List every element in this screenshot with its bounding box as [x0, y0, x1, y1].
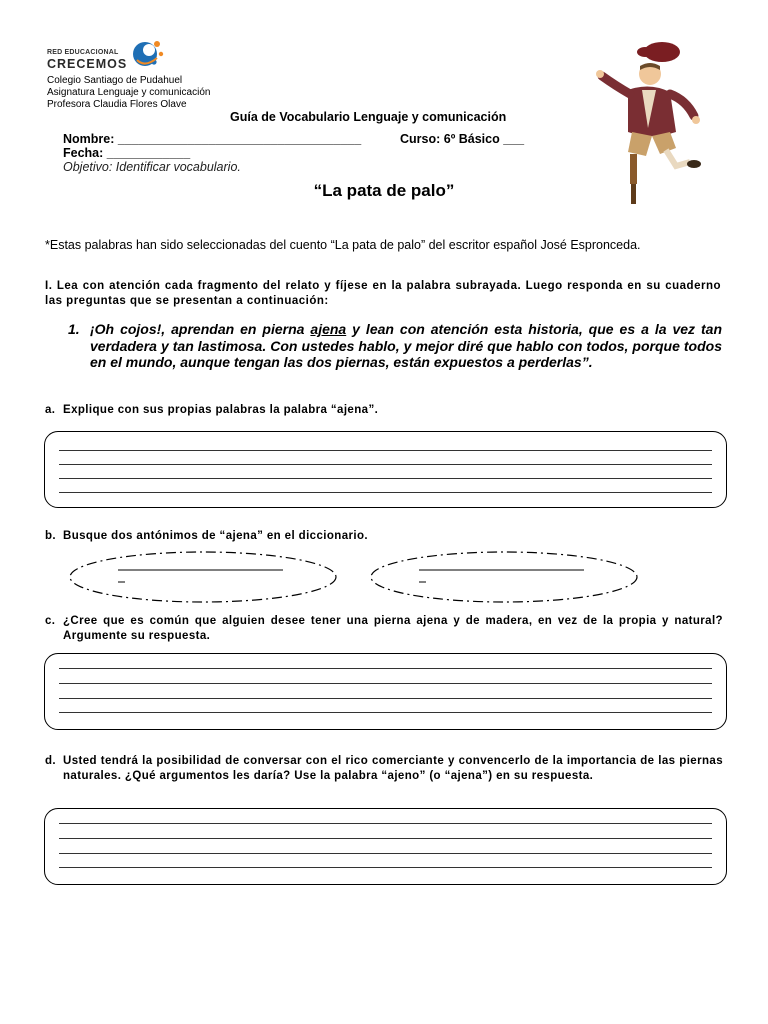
question-text: Usted tendrá la posibilidad de conversar con el rico comerciante y convencerlo de la importancia de las piernas naturales. ¿Qué argumentos les daría? Use la palabra “ajeno” (o “ajena”) en su respuesta.	[63, 755, 723, 782]
date-field: Fecha: ____________	[63, 146, 191, 160]
teacher-name: Profesora Claudia Flores Olave	[47, 99, 187, 110]
question-c	[45, 614, 723, 643]
answer-box-a[interactable]	[44, 431, 727, 508]
logo-network-text: RED EDUCACIONAL	[47, 49, 119, 56]
question-text: ¿Cree que es común que alguien desee tener una pierna ajena y de madera, en vez de la propia y natural? Argumente su respuesta.	[63, 615, 723, 642]
underlined-word: ajena	[310, 321, 347, 337]
subject-name: Asignatura Lenguaje y comunicación	[47, 87, 211, 98]
question-text: Busque dos antónimos de “ajena” en el diccionario.	[63, 530, 369, 542]
question-label: a.	[45, 404, 56, 416]
logo-mark-icon	[127, 40, 167, 74]
guide-title: Guía de Vocabulario Lenguaje y comunicación	[230, 110, 507, 124]
school-name: Colegio Santiago de Pudahuel	[47, 75, 183, 86]
logo-brand-text: CRECEMOS	[47, 57, 128, 71]
question-label: d.	[45, 755, 57, 767]
question-d	[45, 754, 723, 783]
antonym-answer-oval-2[interactable]	[369, 549, 639, 605]
question-b	[45, 529, 723, 544]
instruction: I. Lea con atención cada fragmento del relato y fíjese en la palabra subrayada. Luego responda en su cuaderno las preguntas que se presentan a continuación:	[45, 280, 721, 307]
story-fragment	[90, 321, 722, 371]
selection-note: *Estas palabras han sido seleccionadas del cuento “La pata de palo” del escritor español José Espronceda.	[45, 238, 641, 252]
course-field: Curso: 6º Básico ___	[400, 132, 525, 146]
quote-number: 1.	[68, 321, 80, 337]
story-title: “La pata de palo”	[313, 181, 455, 200]
answer-box-d[interactable]	[44, 808, 727, 885]
antonym-answer-oval-1[interactable]	[68, 549, 338, 605]
objective: Objetivo: Identificar vocabulario.	[63, 160, 241, 174]
question-a	[45, 403, 723, 418]
quote-before: ¡Oh cojos!, aprendan en pierna	[90, 321, 311, 337]
name-field: Nombre: ___________________________________	[63, 132, 362, 146]
question-text: Explique con sus propias palabras la palabra “ajena”.	[63, 404, 379, 416]
question-label: c.	[45, 615, 56, 627]
question-label: b.	[45, 530, 57, 542]
quote-after: y lean con atención esta historia, que es a la vez tan verdadera y tan lastimosa. Con ustedes hablo, y mejor diré que hablo con todos, porque todos en el mundo, aunque tengan las dos piernas, están expuestos a perderlas”.	[90, 321, 722, 370]
answer-box-c[interactable]	[44, 653, 727, 730]
